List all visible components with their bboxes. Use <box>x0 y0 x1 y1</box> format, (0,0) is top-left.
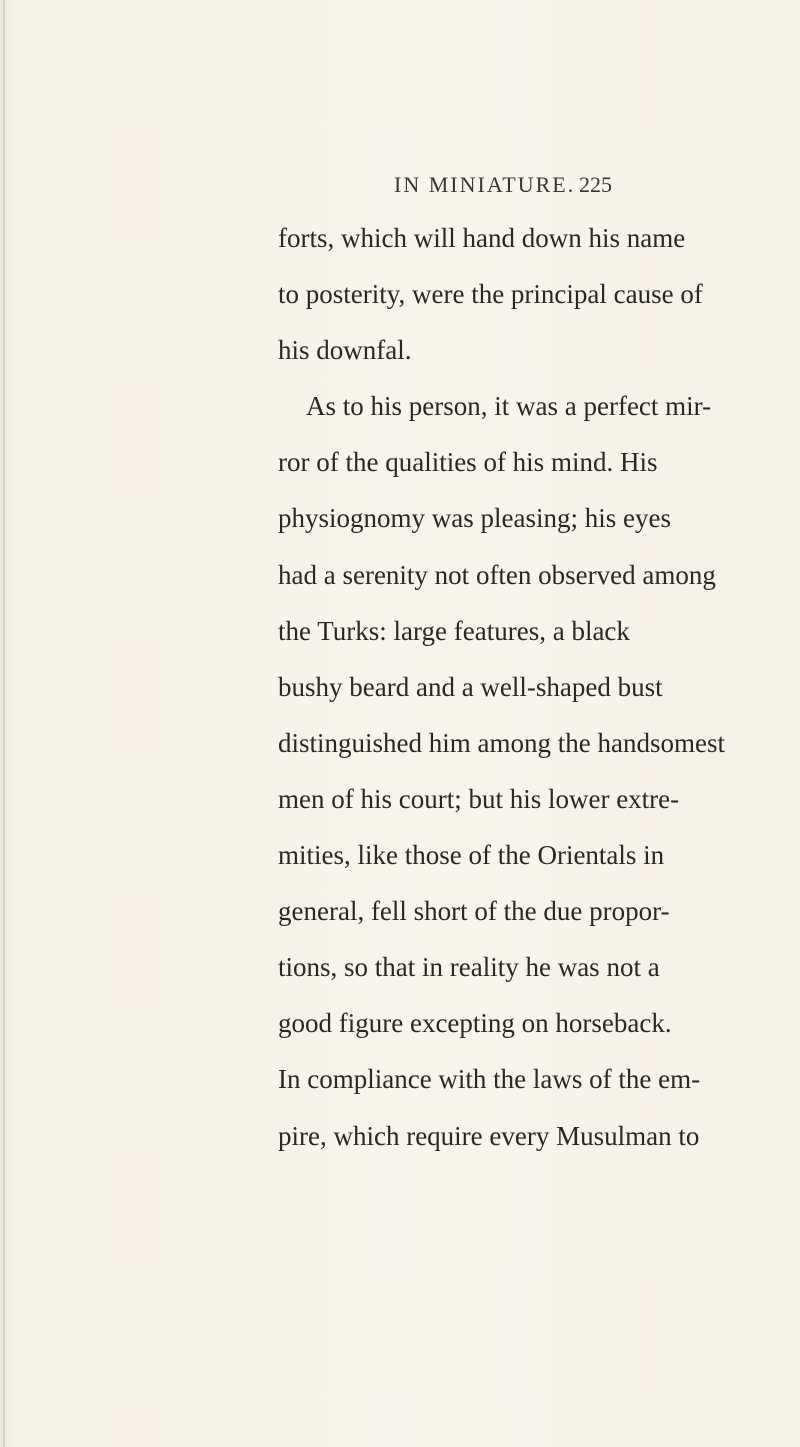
text-line: the Turks: large features, a black <box>278 615 630 646</box>
text-line: tions, so that in reality he was not a <box>278 952 660 983</box>
page-gutter-edge <box>3 0 5 1447</box>
text-line: mities, like those of the Orientals in <box>278 840 665 871</box>
text-line: ror of the qualities of his mind. His <box>278 447 658 478</box>
running-title: IN MINIATURE. <box>394 172 576 197</box>
text-line: had a serenity not often observed among <box>278 559 716 590</box>
text-line: distinguished him among the handsomest <box>278 727 725 758</box>
text-line: As to his person, it was a perfect mir- <box>306 391 712 422</box>
text-line: to posterity, were the principal cause of <box>278 279 703 310</box>
text-line: pire, which require every Musulman to <box>278 1120 700 1151</box>
body-text <box>278 210 725 1164</box>
text-line: his downfal. <box>278 335 412 366</box>
page-number: 225 <box>579 172 612 197</box>
text-line: general, fell short of the due propor- <box>278 896 670 927</box>
text-line: good figure excepting on horseback. <box>278 1008 672 1039</box>
text-line: physiognomy was pleasing; his eyes <box>278 503 671 534</box>
text-line: men of his court; but his lower extre- <box>278 783 680 814</box>
text-line: forts, which will hand down his name <box>278 223 686 253</box>
text-line: bushy beard and a well-shaped bust <box>278 671 663 702</box>
running-head <box>0 172 800 202</box>
text-line: In compliance with the laws of the em- <box>278 1064 701 1095</box>
